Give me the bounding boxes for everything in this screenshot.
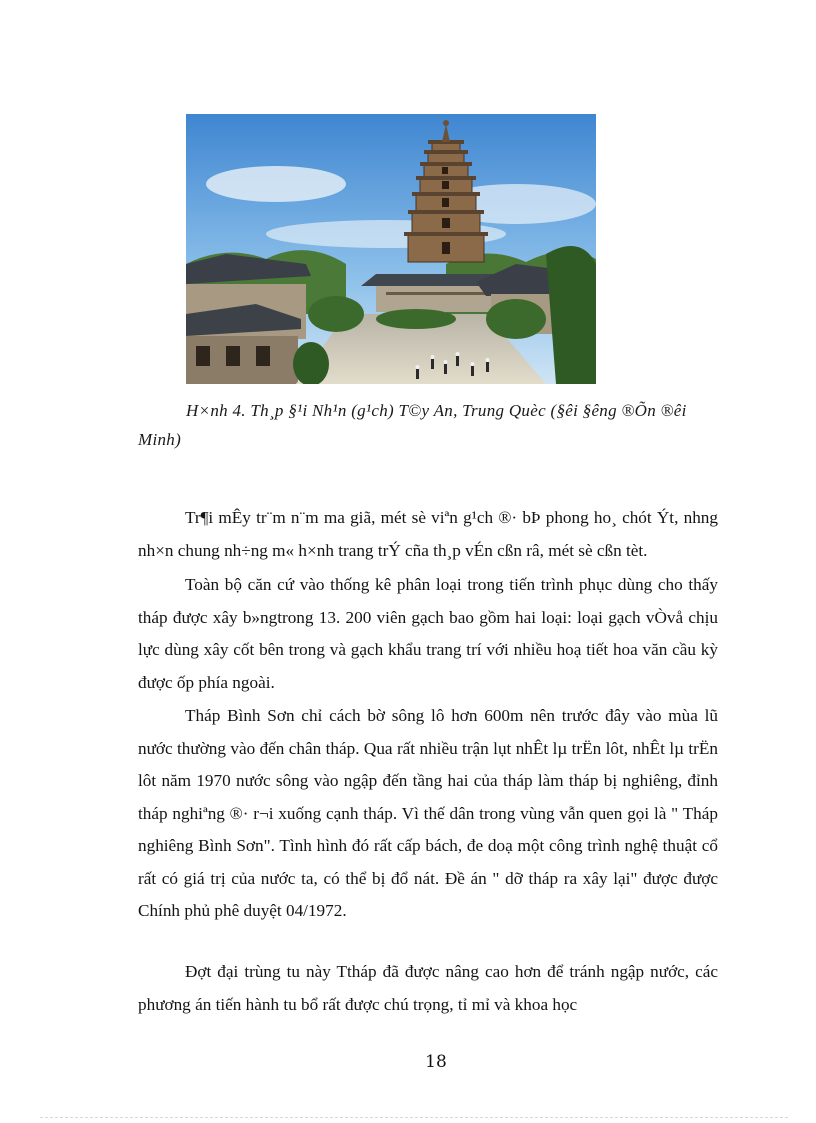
- pagoda-photo: [186, 114, 596, 384]
- figure-caption: H×nh 4. Th¸p §¹i Nh¹n (g¹ch) T©y An, Trung Quèc (§êi §êng ®Õn ®êi Minh): [138, 401, 687, 449]
- paragraph-4: Đợt đại trùng tu này Ttháp đã được nâng cao hơn để tránh ngập nước, các phương án tiến hành tu bổ rất được chú trọng, tỉ mỉ và khoa học: [138, 962, 718, 1014]
- paragraph-2: Toàn bộ căn cứ vào thống kê phân loại trong tiến trình phục dùng cho thấy tháp được xây b»ngtrong 13. 200 viên gạch bao gồm hai loại: loại gạch vÒvå chịu lực dùng xây cốt bên trong và gạch khẩu trang trí với nhiều hoạ tiết hoa văn cầu kỳ được ốp phía ngoài.: [138, 575, 718, 692]
- pagoda-illustration: [186, 114, 596, 384]
- paragraph-1: Tr¶i mÊy tr¨m n¨m ma giã, mét sè viªn g¹ch ®· bÞ phong ho¸ chót Ýt, nhng nh×n chung nh÷ng m« h×nh trang trÝ cña th¸p vÉn cßn râ, mét sè cßn tèt.: [138, 508, 718, 560]
- paragraph-3: Tháp Bình Sơn chỉ cách bờ sông lô hơn 600m nên trước đây vào mùa lũ nước thường vào đến chân tháp. Qua rất nhiều trận lụt nhÊt lµ trËn lôt, nhÊt lµ trËn lôt năm 1970 nước sông vào ngập đến tầng hai của tháp làm tháp bị nghiêng, đỉnh tháp nghiªng ®· r¬i xuống cạnh tháp. Vì thế dân trong vùng vẫn quen gọi là " Tháp nghiêng Bình Sơn". Tình hình đó rất cấp bách, đe doạ một công trình nghệ thuật cổ rất có giá trị của nước ta, có thể bị đổ nát. Đề án " dỡ tháp ra xây lại" được được Chính phủ phê duyệt 04/1972.: [138, 706, 718, 921]
- footer-divider: [40, 1117, 788, 1118]
- page-number: 18: [425, 1052, 447, 1072]
